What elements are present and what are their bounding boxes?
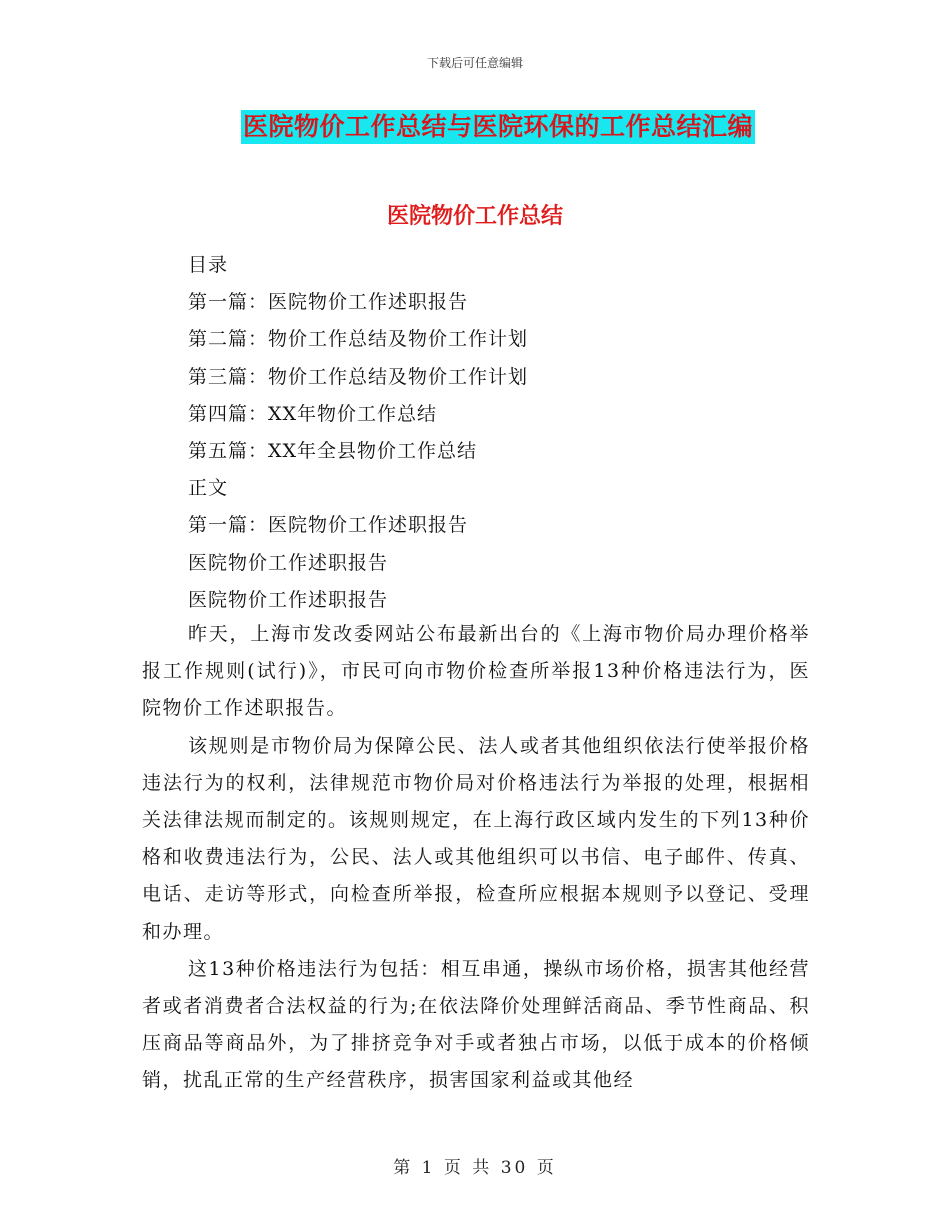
page-footer: 第 1 页 共 30 页: [393, 1158, 557, 1178]
header-note: 下载后可任意编辑: [426, 56, 523, 70]
main-title-wrap: [0, 110, 950, 144]
body-text: [142, 616, 810, 1100]
article-heading: 第一篇：医院物价工作述职报告: [188, 514, 469, 537]
body-heading: 正文: [188, 477, 229, 500]
paragraph: 昨天，上海市发改委网站公布最新出台的《上海市物价局办理价格举报工作规则(试行)》，市民可向市物价检查所举报13种价格违法行为，医院物价工作述职报告。: [142, 623, 810, 720]
toc-item: 第五篇：XX年全县物价工作总结: [188, 440, 478, 463]
paragraph: 这13种价格违法行为包括：相互串通，操纵市场价格，损害其他经营者或者消费者合法权益的行为;在依法降价处理鲜活商品、季节性商品、积压商品等商品外，为了排挤竞争对手或者独占市场，以低于成本的价格倾销，扰乱正常的生产经营秩序，损害国家利益或其他经: [142, 957, 810, 1092]
paragraph: 该规则是市物价局为保障公民、法人或者其他组织依法行使举报价格违法行为的权利，法律规范市物价局对价格违法行为举报的处理，根据相关法律法规而制定的。该规则规定，在上海行政区域内发生的下列13种价格和收费违法行为，公民、法人或其他组织可以书信、电子邮件、传真、电话、走访等形式，向检查所举报，检查所应根据本规则予以登记、受理和办理。: [142, 734, 810, 943]
toc-item: 第一篇：医院物价工作述职报告: [188, 291, 469, 314]
article-subheading: 医院物价工作述职报告: [188, 588, 389, 611]
article-subheading: 医院物价工作述职报告: [188, 551, 389, 574]
toc-item: 第二篇：物价工作总结及物价工作计划: [188, 328, 529, 351]
document-title: 医院物价工作总结与医院环保的工作总结汇编: [241, 110, 755, 144]
toc-item: 第三篇：物价工作总结及物价工作计划: [188, 365, 529, 388]
section-title: 医院物价工作总结: [386, 204, 563, 229]
toc-item: 第四篇：XX年物价工作总结: [188, 402, 438, 425]
table-of-contents: [188, 247, 528, 619]
toc-heading: 目录: [188, 254, 229, 276]
